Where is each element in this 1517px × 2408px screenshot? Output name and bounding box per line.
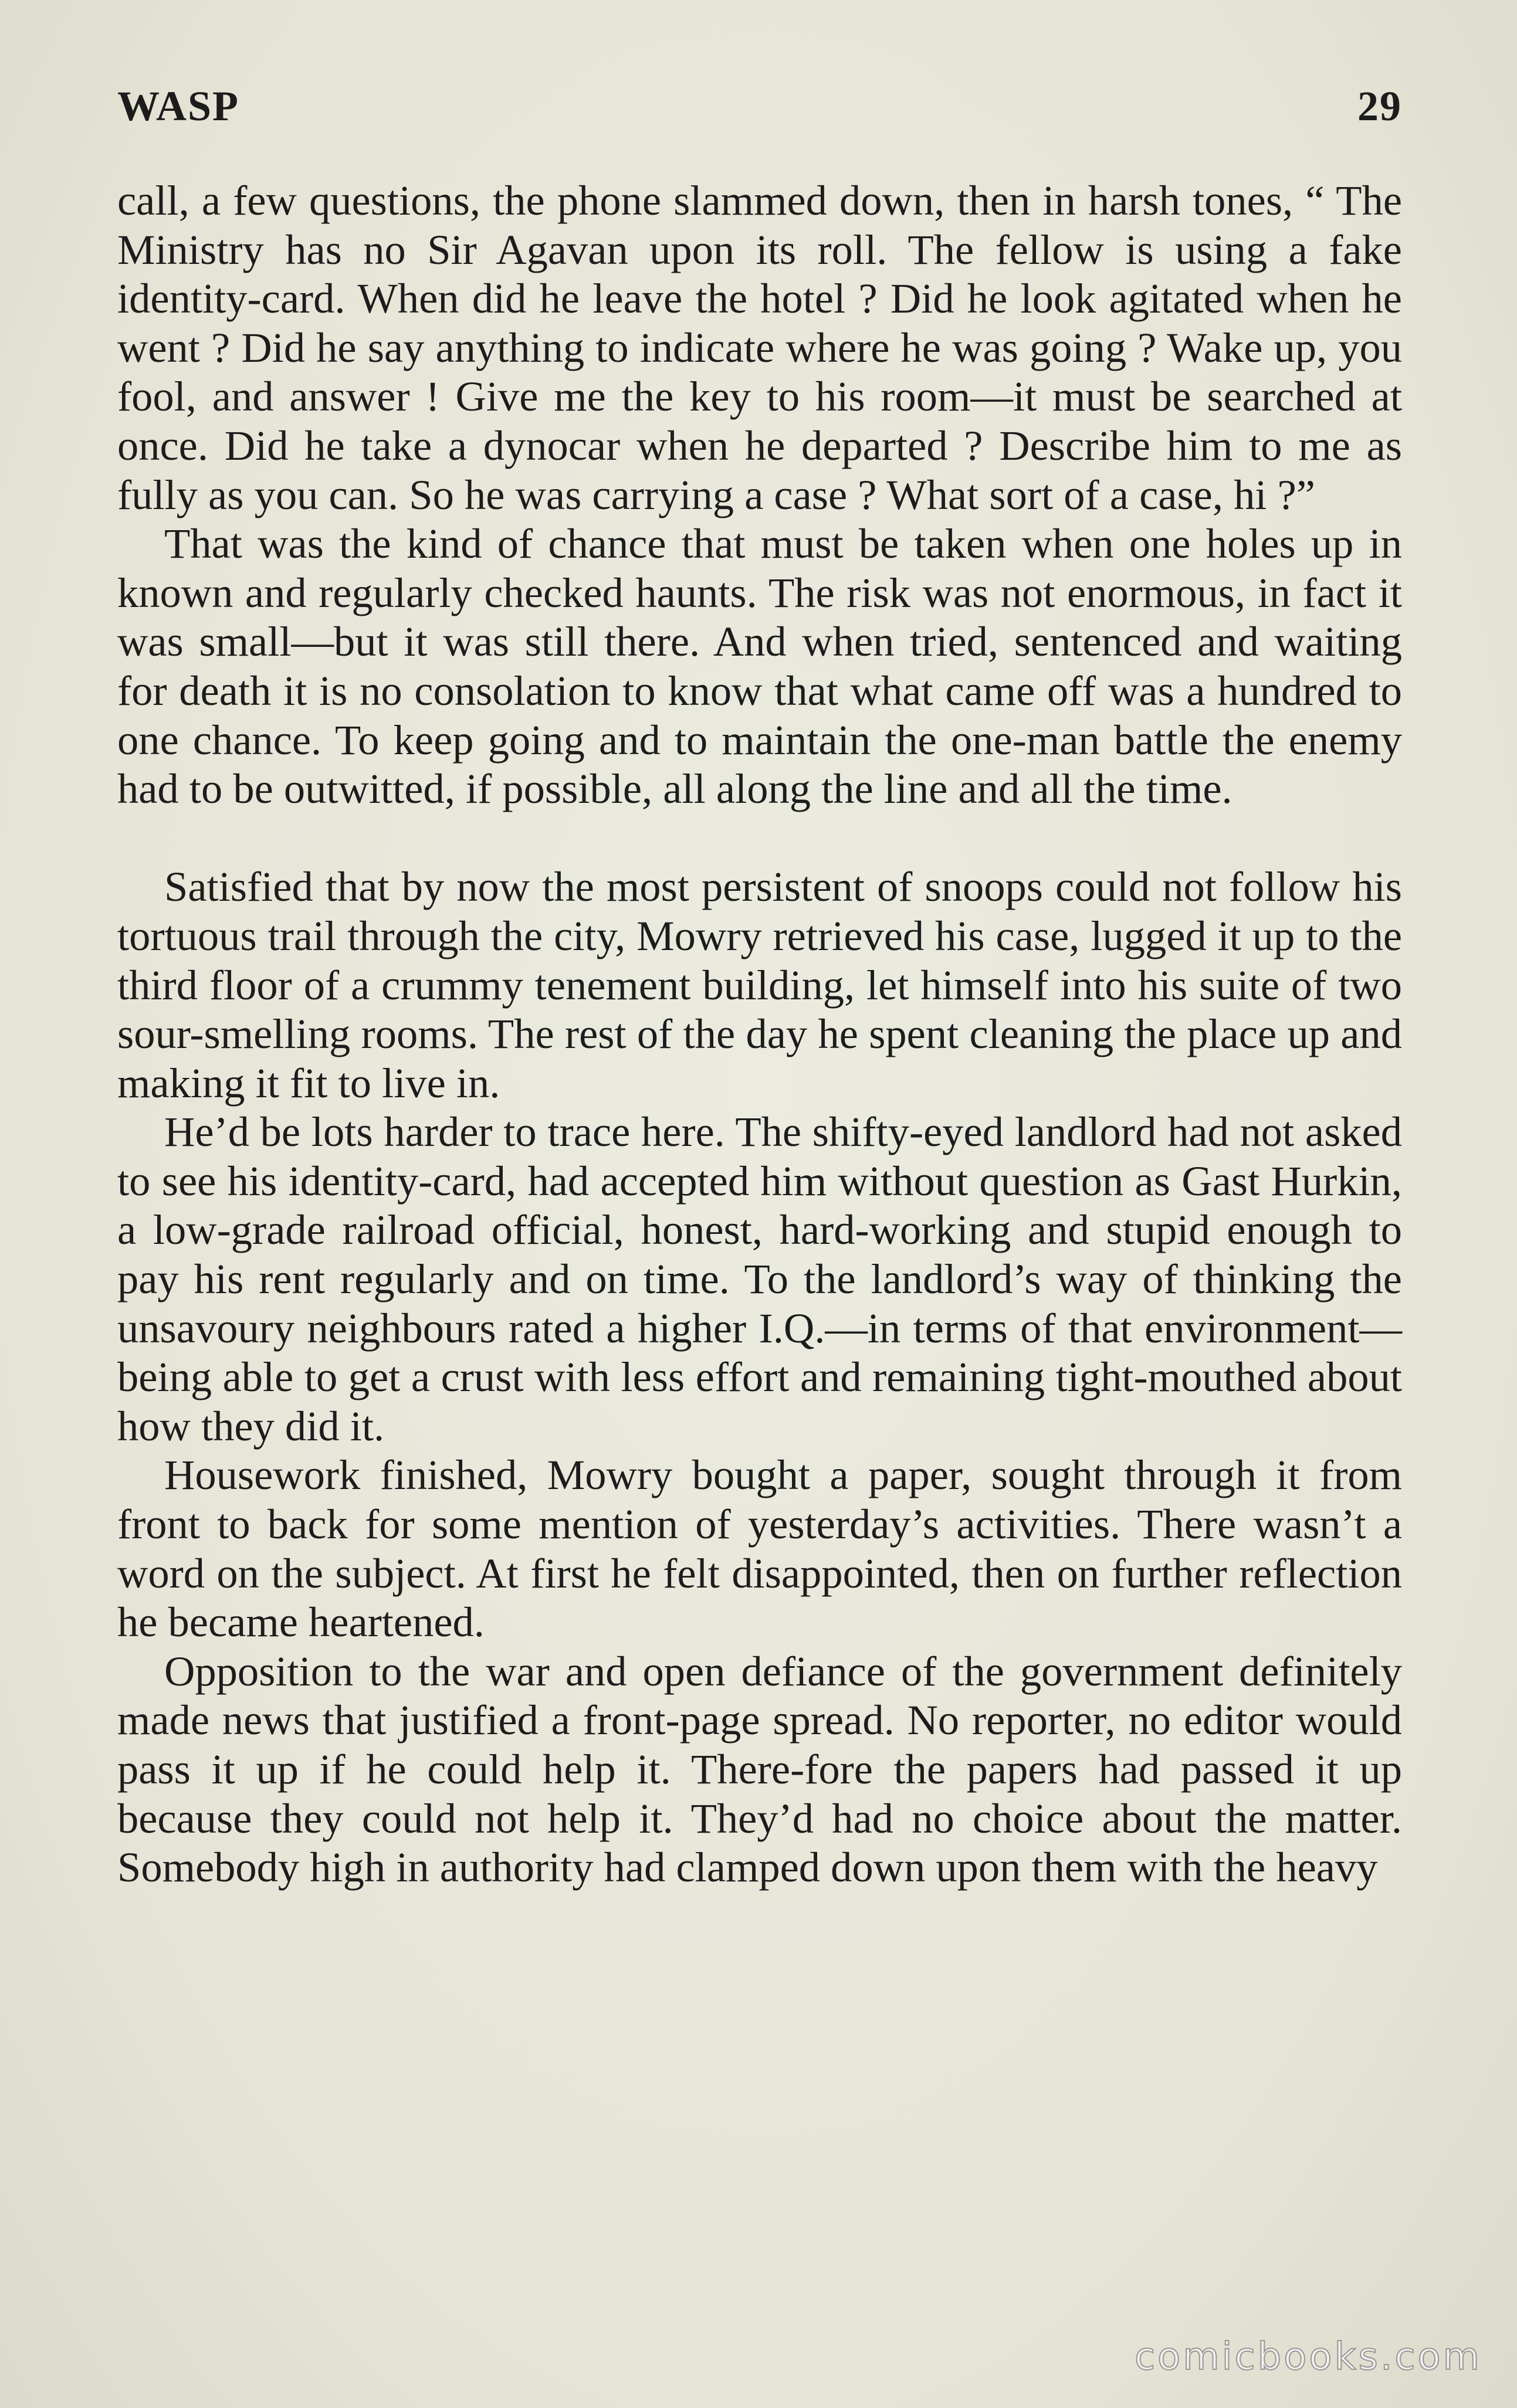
running-head: WASP — [117, 83, 240, 130]
paragraph-3: Satisfied that by now the most persistent of snoops could not follow his tortuous trail through the city, Mowry retrieved his case, lugged it up to the third floor of a crummy tenement building, let himself into his suite of two sour-smelling rooms. The rest of the day he spent cleaning the place up and making it fit to live in. — [117, 863, 1402, 1107]
body-text — [117, 176, 1402, 1892]
paragraph-4: He’d be lots harder to trace here. The shifty-eyed landlord had not asked to see his identity-card, had accepted him without question as Gast Hurkin, a low-grade railroad official, honest, hard-working and stupid enough to pay his rent regularly and on time. To the landlord’s way of thinking the unsavoury neighbours rated a higher I.Q.—in terms of that environment—being able to get a crust with less effort and remaining tight-mouthed about how they did it. — [117, 1108, 1402, 1450]
paragraph-1: call, a few questions, the phone slammed down, then in harsh tones, “ The Ministry has no Sir Agavan upon its roll. The fellow is using a fake identity-card. When did he leave the hotel ? Did he look agitated when he went ? Did he say anything to indicate where he was going ? Wake up, you fool, and answer ! Give me the key to his room—it must be searched at once. Did he take a dynocar when he departed ? Describe him to me as fully as you can. So he was carrying a case ? What sort of a case, hi ?” — [117, 177, 1402, 518]
watermark-logo: comicbooks.com — [1134, 2335, 1482, 2379]
paragraph-5: Housework finished, Mowry bought a paper, sought through it from front to back for some mention of yesterday’s activities. There wasn’t a word on the subject. At first he felt disappointed, then on further reflection he became heartened. — [117, 1451, 1402, 1646]
page-header — [117, 82, 1402, 135]
page-number: 29 — [1357, 83, 1402, 130]
paragraph-2: That was the kind of chance that must be taken when one holes up in known and regularly checked haunts. The risk was not enormous, in fact it was small—but it was still there. And when tried, sentenced and waiting for death it is no consolation to know that what came off was a hundred to one chance. To keep going and to maintain the one-man battle the enemy had to be outwitted, if possible, all along the line and all the time. — [117, 520, 1402, 813]
paragraph-6: Opposition to the war and open defiance of the government definitely made news that justified a front-page spread. No reporter, no editor would pass it up if he could help it. There-fore the papers had passed it up because they could not help it. They’d had no choice about the matter. Somebody high in authority had clamped down upon them with the heavy — [117, 1647, 1402, 1891]
